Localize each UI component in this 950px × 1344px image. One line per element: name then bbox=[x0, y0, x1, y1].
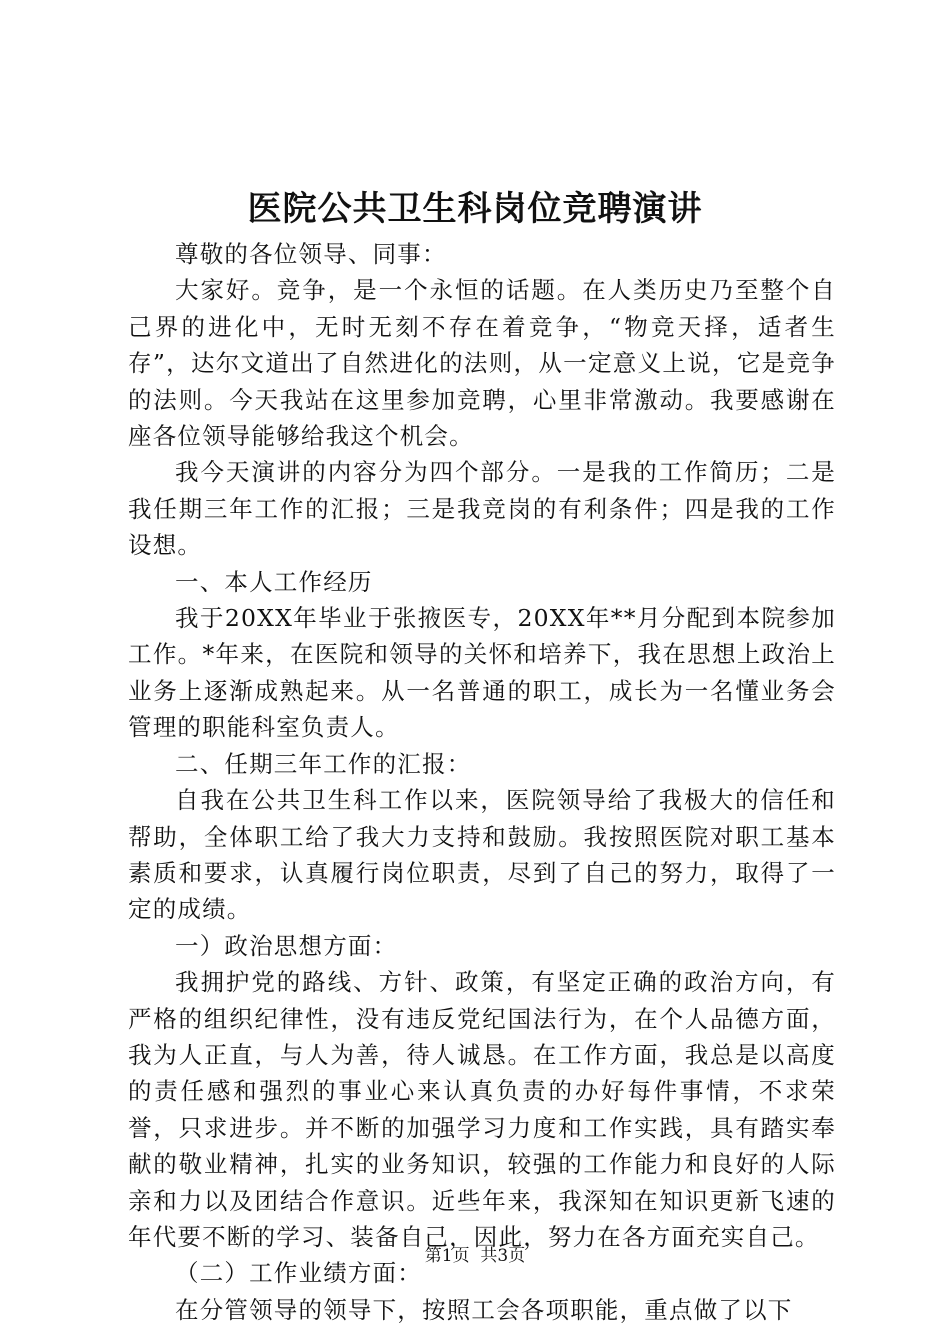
paragraph-outline: 我今天演讲的内容分为四个部分。一是我的工作简历；二是我任期三年工作的汇报；三是我竞岗的有利条件；四是我的工作设想。 bbox=[128, 458, 836, 560]
subsection-heading-performance: （二）工作业绩方面： bbox=[175, 1259, 422, 1288]
paragraph-greeting: 大家好。竞争，是一个永恒的话题。在人类历史乃至整个自己界的进化中，无时无刻不存在着竞争，“物竞天择，适者生存”，达尔文道出了自然进化的法则，从一定意义上说，它是竞争的法则。今天我站在这里参加竞聘，心里非常激动。我要感谢在座各位领导能够给我这个机会。 bbox=[128, 276, 836, 451]
paragraph-work-history: 我于20XX年毕业于张掖医专，20XX年**月分配到本院参加工作。*年来，在医院和领导的关怀和培养下，我在思想上政治上业务上逐渐成熟起来。从一名普通的职工，成长为一名懂业务会管理的职能科室负责人。 bbox=[128, 604, 836, 742]
subsection-heading-political: 一）政治思想方面： bbox=[175, 931, 398, 960]
paragraph-report: 自我在公共卫生科工作以来，医院领导给了我极大的信任和帮助，全体职工给了我大力支持和鼓励。我按照医院对职工基本素质和要求，认真履行岗位职责，尽到了自己的努力，取得了一定的成绩。 bbox=[128, 786, 836, 924]
page-number: 第1页 共3页 bbox=[424, 1246, 526, 1266]
page-footer bbox=[0, 1244, 950, 1268]
paragraph-performance: 在分管领导的领导下，按照工会各项职能，重点做了以下 bbox=[175, 1295, 793, 1324]
document-title: 医院公共卫生科岗位竞聘演讲 bbox=[247, 189, 703, 229]
paragraph-political: 我拥护党的路线、方针、政策，有坚定正确的政治方向，有严格的组织纪律性，没有违反党纪国法行为，在个人品德方面，我为人正直，与人为善，待人诚恳。在工作方面，我总是以高度的责任感和强烈的事业心来认真负责的办好每件事情，不求荣誉，只求进步。并不断的加强学习力度和工作实践，具有踏实奉献的敬业精神，扎实的业务知识，较强的工作能力和良好的人际亲和力以及团结合作意识。近些年来，我深知在知识更新飞速的年代要不断的学习、装备自己，因此，努力在各方面充实自己。 bbox=[128, 968, 836, 1251]
section-heading-report: 二、任期三年工作的汇报： bbox=[175, 749, 472, 778]
salutation: 尊敬的各位领导、同事： bbox=[175, 240, 447, 268]
section-heading-work-history: 一、本人工作经历 bbox=[175, 567, 373, 596]
document-body bbox=[128, 236, 836, 1328]
